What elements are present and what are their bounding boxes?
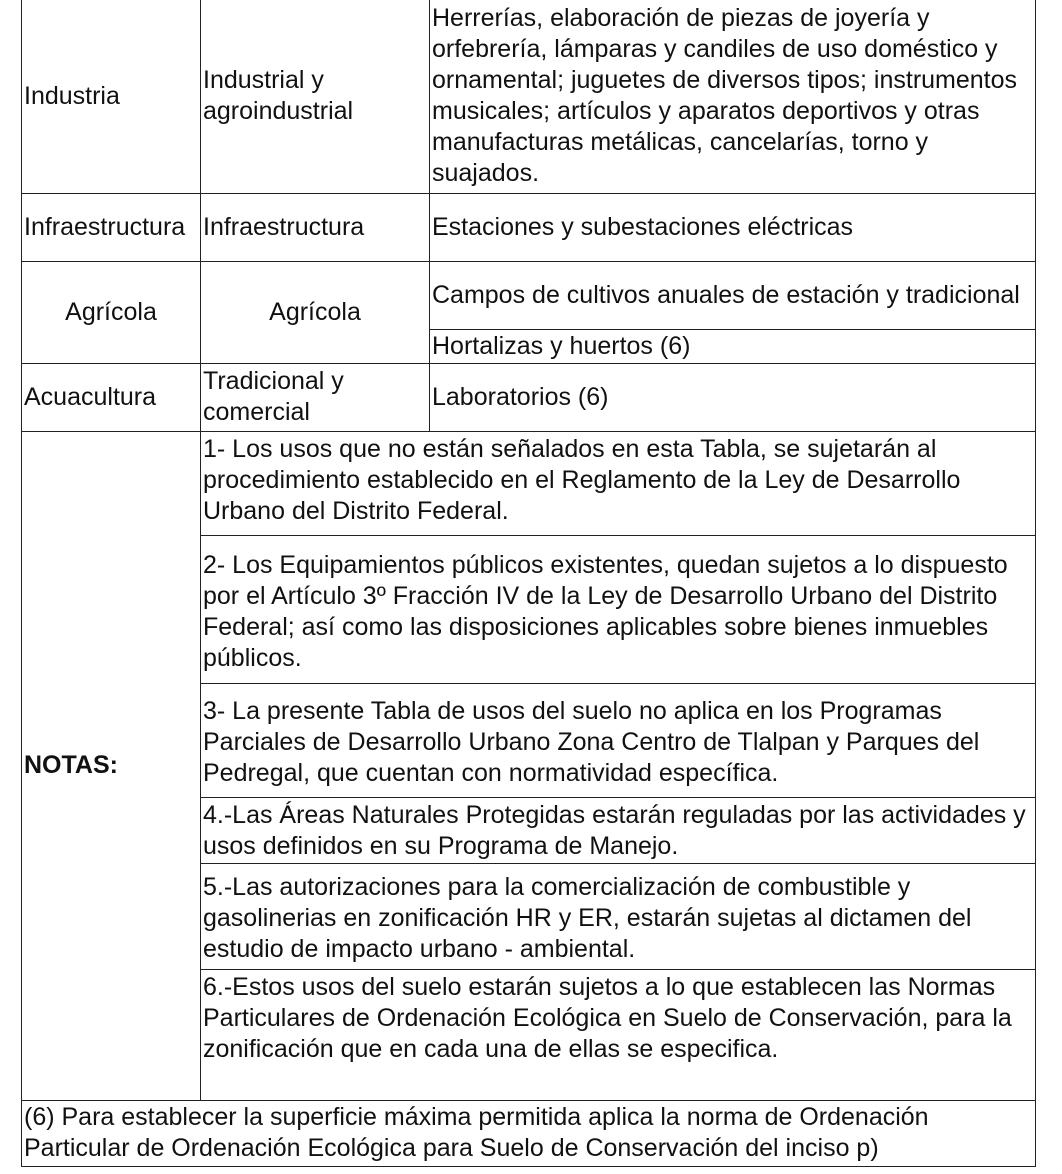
note-row [22,431,1036,535]
category-cell: Infraestructura [22,193,201,261]
type-cell: Tradicional y comercial [201,363,430,431]
note-item: 1- Los usos que no están señalados en esta Tabla, se sujetarán al procedimiento establecido en el Reglamento de la Ley de Desarrollo Urbano del Distrito Federal. [201,431,1036,535]
note-item: 5.-Las autorizaciones para la comercialización de combustible y gasolinerias en zonificación HR y ER, estarán sujetas al dictamen del estudio de impacto urbano - ambiental. [201,863,1036,969]
type-cell: Infraestructura [201,193,430,261]
type-cell: Agrícola [201,261,430,363]
notes-label: NOTAS: [22,431,201,1100]
footnote-row [22,1100,1036,1166]
note-item: 3- La presente Tabla de usos del suelo no aplica en los Programas Parciales de Desarrollo Urbano Zona Centro de Tlalpan y Parques del Pedregal, que cuentan con normatividad específica. [201,683,1036,797]
footnote: (6) Para establecer la superficie máxima permitida aplica la norma de Ordenación Particular de Ordenación Ecológica para Suelo de Conservación del inciso p) [22,1100,1036,1166]
land-use-table-container [21,0,1035,1167]
note-item: 4.-Las Áreas Naturales Protegidas estarán reguladas por las actividades y usos definidos en su Programa de Manejo. [201,797,1036,863]
table-row-infraestructura [22,193,1036,261]
table-row-agricola [22,261,1036,329]
uses-cell: Estaciones y subestaciones eléctricas [430,193,1036,261]
category-cell: Industria [22,0,201,193]
type-cell: Industrial y agroindustrial [201,0,430,193]
category-cell: Acuacultura [22,363,201,431]
table-row-industria [22,0,1036,193]
uses-cell: Hortalizas y huertos (6) [430,329,1036,363]
table-row-acuacultura [22,363,1036,431]
note-item: 6.-Estos usos del suelo estarán sujetos a lo que establecen las Normas Particulares de Ordenación Ecológica en Suelo de Conservación, para la zonificación que en cada una de ellas se especifica. [201,969,1036,1100]
uses-cell: Herrerías, elaboración de piezas de joyería y orfebrería, lámparas y candiles de uso doméstico y ornamental; juguetes de diversos tipos; instrumentos musicales; artículos y aparatos deportivos y otras manufacturas metálicas, cancelarías, torno y suajados. [430,0,1036,193]
uses-cell: Campos de cultivos anuales de estación y tradicional [430,261,1036,329]
uses-cell: Laboratorios (6) [430,363,1036,431]
category-cell: Agrícola [22,261,201,363]
land-use-table [21,0,1036,1167]
note-item: 2- Los Equipamientos públicos existentes, quedan sujetos a lo dispuesto por el Artículo 3º Fracción IV de la Ley de Desarrollo Urbano del Distrito Federal; así como las disposiciones aplicables sobre bienes inmuebles públicos. [201,535,1036,683]
